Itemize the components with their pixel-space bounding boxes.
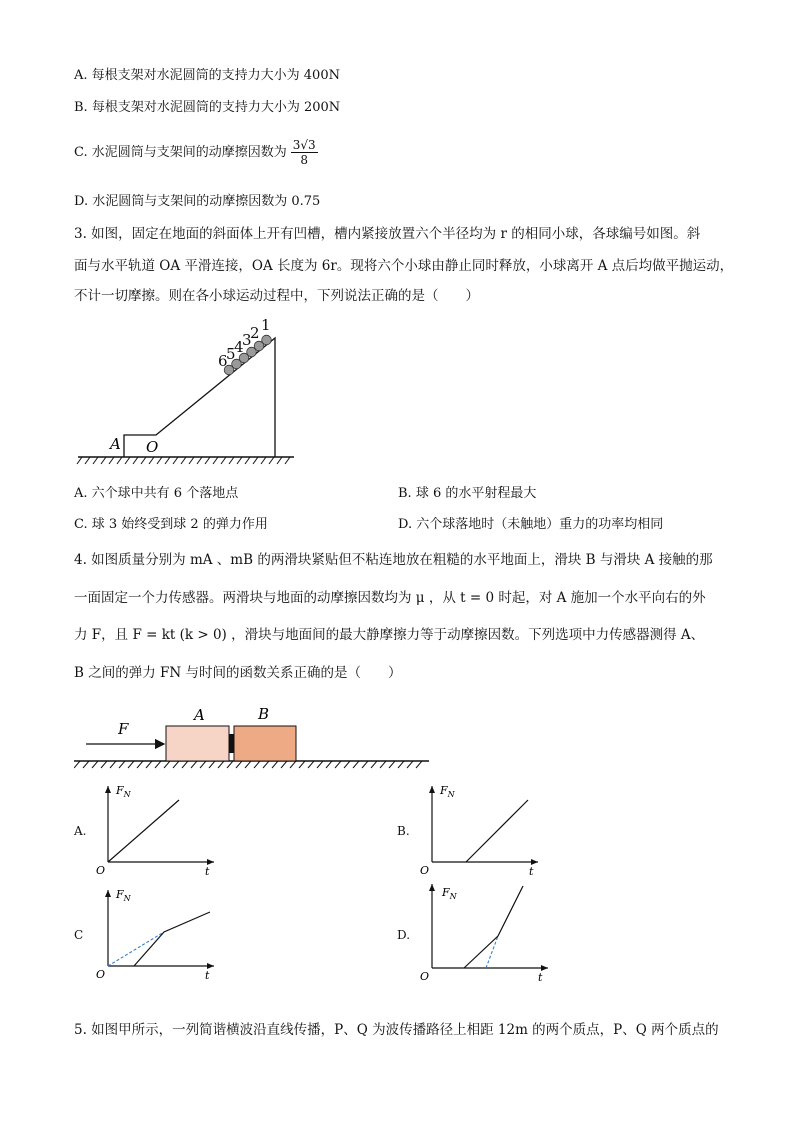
q4-stem-line2: 一面固定一个力传感器。两滑块与地面的动摩擦因数均为 μ ，从 t = 0 时起，对 A 施加一个水平向右的外	[74, 590, 706, 606]
ball-number-6: 6	[218, 352, 228, 370]
graph-c-y-arrow	[105, 890, 111, 897]
ball-1	[262, 335, 272, 345]
graph-a-y-arrow	[105, 786, 111, 793]
label-force-f: F	[118, 720, 129, 738]
graph-c	[92, 884, 222, 984]
force-sensor	[229, 734, 234, 753]
fraction-numerator: 3√3	[292, 138, 316, 152]
q2-option-c-text: C. 水泥圆筒与支架间的动摩擦因数为	[74, 145, 287, 160]
graph-c-label: C	[74, 928, 84, 942]
q4-stem-line3: 力 F，且 F = kt (k > 0) ，滑块与地面间的最大静摩擦力等于动摩擦因数。下列选项中力传感器测得 A、	[74, 627, 705, 643]
q4-stem-line1: 4. 如图质量分别为 mA 、mB 的两滑块紧贴但不粘连地放在粗糙的水平地面上，滑块 B 与滑块 A 接触的那	[74, 552, 713, 568]
graph-a-x-label: t	[205, 865, 210, 878]
q4-blocks-figure	[74, 700, 434, 774]
q5-stem-line1: 5. 如图甲所示，一列简谐横波沿直线传播，P、Q 为波传播路径上相距 12m 的两个质点，P、Q 两个质点的	[74, 1022, 719, 1038]
graph-c-x-label: t	[205, 969, 210, 982]
fraction-denominator: 8	[300, 153, 309, 167]
graph-a-label: A.	[74, 824, 87, 838]
ball-number-3: 3	[242, 331, 252, 349]
q4-stem-line4: B 之间的弹力 FN 与时间的函数关系正确的是（ ）	[74, 665, 402, 681]
block-a	[166, 726, 229, 761]
graph-c-origin: O	[96, 968, 106, 981]
label-a: A	[110, 435, 121, 453]
ball-number-1: 1	[261, 316, 271, 334]
graph-d-origin: O	[420, 970, 430, 983]
graph-d-label: D.	[397, 928, 411, 942]
graph-b-y-label: $F_N$	[440, 784, 455, 799]
graph-c-y-label: $F_N$	[116, 888, 131, 903]
block-b	[234, 726, 296, 761]
q2-option-d: D. 水泥圆筒与支架间的动摩擦因数为 0.75	[74, 194, 321, 209]
graph-b-x-label: t	[529, 865, 534, 878]
label-block-b: B	[258, 705, 270, 723]
graph-a-line	[108, 800, 179, 862]
graph-a	[92, 780, 222, 880]
ball-number-4: 4	[234, 338, 244, 356]
q2-option-a: A. 每根支架对水泥圆筒的支持力大小为 400N	[74, 68, 340, 83]
graph-c-line	[134, 912, 210, 966]
q2-option-b: B. 每根支架对水泥圆筒的支持力大小为 200N	[74, 100, 341, 115]
q3-stem-line2: 面与水平轨道 OA 平滑连接，OA 长度为 6r。现将六个小球由静止同时释放，小球离开 A 点后均做平抛运动，	[74, 258, 734, 274]
q2-option-c	[74, 138, 318, 167]
ball-number-2: 2	[250, 324, 260, 342]
q3-option-c: C. 球 3 始终受到球 2 的弹力作用	[74, 517, 268, 532]
graph-d	[416, 878, 556, 986]
ball-number-5: 5	[226, 345, 236, 363]
label-o: O	[146, 438, 159, 456]
ground-hatching	[77, 457, 290, 464]
q3-incline-figure	[76, 314, 298, 470]
q3-option-d: D. 六个球落地时（未触地）重力的功率均相同	[398, 517, 664, 532]
graph-c-dashed-line	[108, 932, 164, 966]
label-block-a: A	[194, 706, 205, 724]
q3-option-a: A. 六个球中共有 6 个落地点	[74, 486, 239, 501]
graph-b-y-arrow	[429, 786, 435, 793]
q2-option-c-fraction	[291, 138, 318, 167]
graph-a-y-label: $F_N$	[116, 784, 131, 799]
graph-b-origin: O	[420, 864, 430, 877]
q4-ground-hatching	[74, 761, 422, 768]
graph-d-x-label: t	[538, 971, 543, 984]
graph-d-y-label: $F_N$	[442, 886, 457, 901]
q3-stem-line1: 3. 如图，固定在地面的斜面体上开有凹槽，槽内紧接放置六个半径均为 r 的相同小球，各球编号如图。斜	[74, 226, 701, 242]
graph-d-line	[464, 886, 523, 968]
q3-stem-line3: 不计一切摩擦。则在各小球运动过程中，下列说法正确的是（ ）	[74, 288, 479, 304]
graph-a-origin: O	[96, 864, 106, 877]
graph-d-dashed-line	[486, 936, 498, 968]
graph-b	[416, 780, 546, 880]
q3-option-b: B. 球 6 的水平射程最大	[398, 486, 537, 501]
graph-b-label: B.	[397, 824, 410, 838]
graph-b-line	[466, 800, 528, 862]
graph-d-y-arrow	[429, 884, 435, 891]
